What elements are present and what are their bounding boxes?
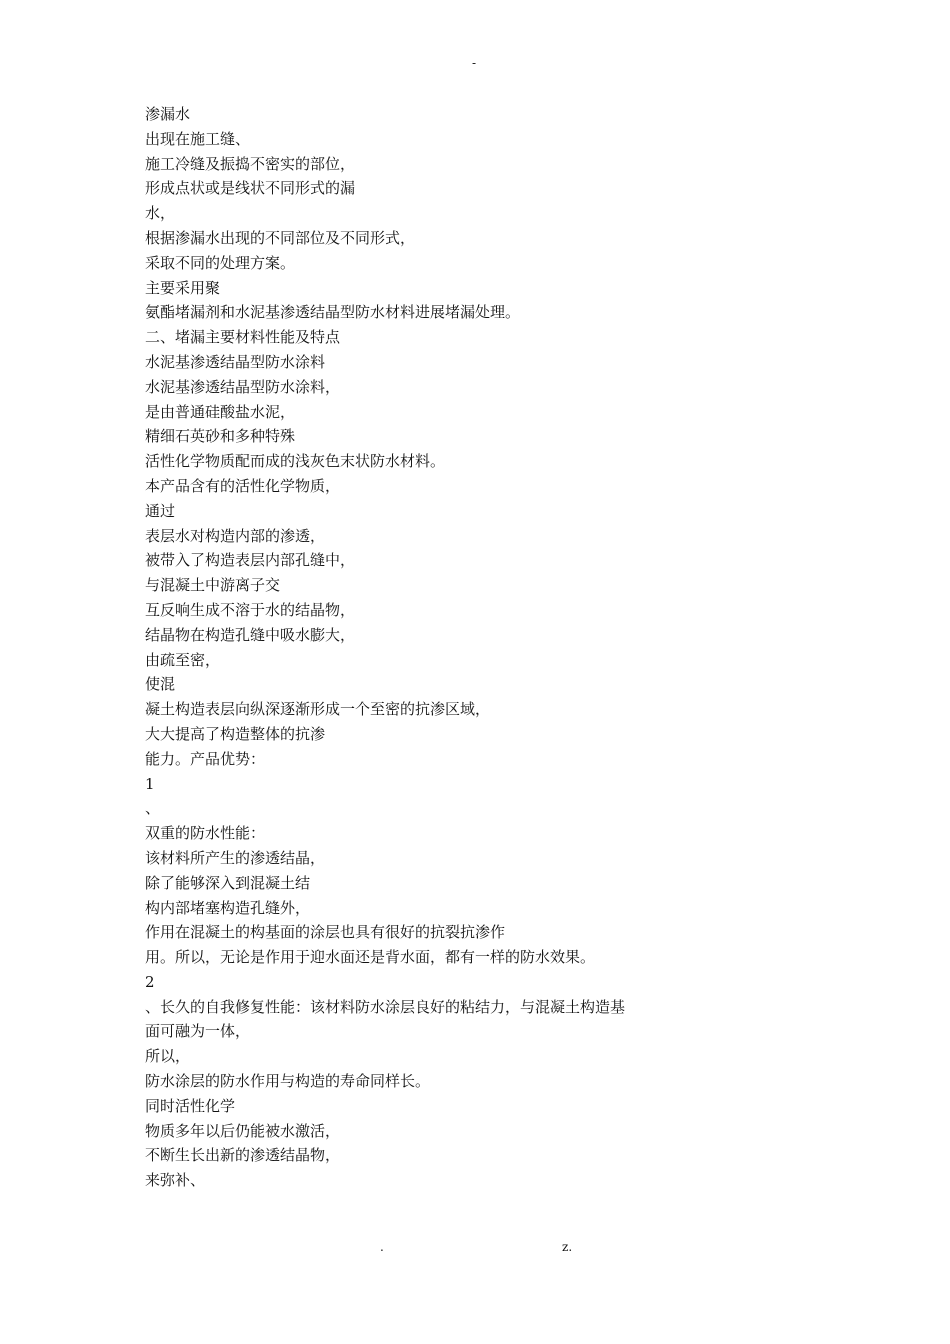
text-line: 凝土构造表层向纵深逐渐形成一个至密的抗渗区域， (145, 700, 491, 719)
text-line: 水泥基渗透结晶型防水涂料， (145, 377, 341, 396)
text-line: 、长久的自我修复性能：该材料防水涂层良好的粘结力，与混凝土构造基 (145, 997, 626, 1016)
text-line: 水泥基渗透结晶型防水涂料 (145, 352, 326, 371)
text-line: 双重的防水性能： (145, 824, 266, 843)
text-line: 物质多年以后仍能被水激活， (145, 1121, 341, 1140)
text-line: 表层水对构造内部的渗透， (145, 526, 326, 545)
text-line: 主要采用聚 (145, 278, 221, 297)
text-line: 二、堵漏主要材料性能及特点 (145, 328, 341, 347)
text-line: 该材料所产生的渗透结晶， (145, 848, 326, 867)
text-line: 来弥补、 (145, 1171, 206, 1190)
text-line: 2 (145, 972, 155, 991)
text-line: 用。所以，无论是作用于迎水面还是背水面，都有一样的防水效果。 (145, 948, 596, 967)
text-line: 形成点状或是线状不同形式的漏 (145, 179, 356, 198)
text-line: 互反响生成不溶于水的结晶物， (145, 600, 356, 619)
text-line: 能力。产品优势： (145, 749, 266, 768)
text-line: 防水涂层的防水作用与构造的寿命同样长。 (145, 1072, 431, 1091)
text-line: 、 (145, 799, 161, 818)
text-line: 水， (145, 204, 176, 223)
text-line: 氨酯堵漏剂和水泥基渗透结晶型防水材料进展堵漏处理。 (145, 303, 521, 322)
text-line: 活性化学物质配而成的浅灰色末状防水材料。 (145, 452, 446, 471)
text-line: 使混 (145, 675, 176, 694)
text-line: 被带入了构造表层内部孔缝中， (145, 551, 356, 570)
text-line: 渗漏水 (145, 105, 191, 123)
text-line: 面可融为一体， (145, 1022, 251, 1041)
text-line: 大大提高了构造整体的抗渗 (145, 724, 326, 743)
text-line: 结晶物在构造孔缝中吸水膨大， (145, 625, 356, 644)
text-line: 采取不同的处理方案。 (145, 253, 296, 272)
text-line: 通过 (145, 501, 176, 520)
text-line: 本产品含有的活性化学物质， (145, 476, 341, 495)
text-line: 同时活性化学 (145, 1096, 236, 1115)
text-line: 所以， (145, 1047, 191, 1066)
page-footer-left: . (380, 1240, 384, 1254)
text-line: 施工冷缝及振捣不密实的部位， (145, 154, 356, 173)
text-line: 不断生长出新的渗透结晶物， (145, 1146, 341, 1165)
text-line: 作用在混凝土的构基面的涂层也具有很好的抗裂抗渗作 (145, 923, 506, 942)
page-footer-right: z. (562, 1240, 573, 1254)
text-line: 除了能够深入到混凝土结 (145, 873, 311, 892)
text-line: 精细石英砂和多种特殊 (145, 427, 296, 446)
text-line: 由疏至密， (145, 650, 221, 669)
text-line: 1 (145, 774, 155, 793)
text-line: 是由普通硅酸盐水泥， (145, 402, 296, 421)
document-body (145, 102, 845, 1193)
text-line: 根据渗漏水出现的不同部位及不同形式， (145, 228, 416, 247)
page-header-mark: - (472, 56, 477, 70)
text-line: 与混凝土中游离子交 (145, 576, 281, 595)
text-line: 构内部堵塞构造孔缝外， (145, 898, 311, 917)
text-line: 出现在施工缝、 (145, 129, 251, 148)
